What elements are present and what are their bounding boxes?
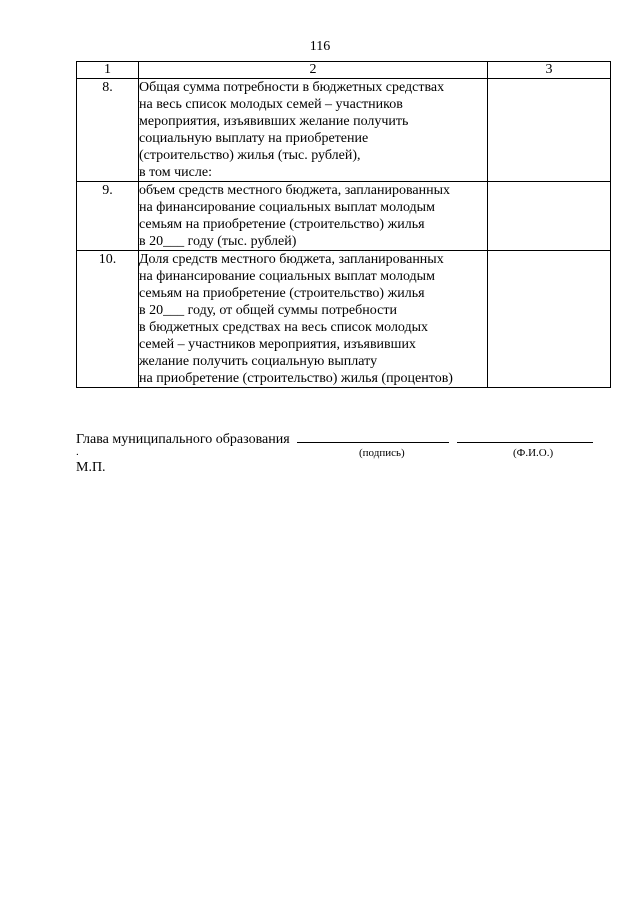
description-line: социальную выплату на приобретение	[139, 131, 369, 146]
row-description	[139, 182, 488, 251]
description-line: на финансирование социальных выплат молодым	[139, 200, 435, 215]
column-header-1: 1	[77, 62, 139, 79]
row-value	[488, 251, 611, 388]
description-line: желание получить социальную выплату	[139, 354, 378, 369]
row-value	[488, 79, 611, 182]
table-header-row	[77, 62, 611, 79]
column-header-3: 3	[488, 62, 611, 79]
description-line: семьям на приобретение (строительство) жилья	[139, 286, 425, 301]
table-row	[77, 251, 611, 388]
description-line: семьям на приобретение (строительство) жилья	[139, 217, 425, 232]
column-header-2: 2	[139, 62, 488, 79]
description-line: в том числе:	[139, 165, 212, 180]
description-line: в 20___ году (тыс. рублей)	[139, 234, 297, 249]
row-number: 9.	[77, 182, 139, 251]
description-line: объем средств местного бюджета, запланированных	[139, 183, 451, 198]
description-line: на финансирование социальных выплат молодым	[139, 269, 435, 284]
description-line: на весь список молодых семей – участников	[139, 97, 403, 112]
description-line: мероприятия, изъявивших желание получить	[139, 114, 409, 129]
signature-hint: (подпись)	[359, 447, 405, 459]
row-number: 8.	[77, 79, 139, 182]
stamp-label: М.П.	[76, 460, 106, 475]
description-line: (строительство) жилья (тыс. рублей),	[139, 148, 361, 163]
row-description	[139, 251, 488, 388]
description-line: в бюджетных средствах на весь список молодых	[139, 320, 429, 335]
row-description	[139, 79, 488, 182]
row-number: 10.	[77, 251, 139, 388]
description-line: в 20___ году, от общей суммы потребности	[139, 303, 397, 318]
name-hint: (Ф.И.О.)	[513, 447, 554, 459]
table-row	[77, 182, 611, 251]
page-number: 116	[309, 39, 331, 54]
signature-dot: .	[76, 446, 79, 458]
name-line	[457, 430, 593, 443]
signature-line	[297, 430, 449, 443]
table-row	[77, 79, 611, 182]
row-value	[488, 182, 611, 251]
budget-table	[76, 61, 611, 388]
description-line: на приобретение (строительство) жилья (процентов)	[139, 371, 453, 386]
description-line: Общая сумма потребности в бюджетных средствах	[139, 80, 445, 95]
description-line: семей – участников мероприятия, изъявивших	[139, 337, 416, 352]
description-line: Доля средств местного бюджета, запланированных	[139, 252, 444, 267]
signature-block	[76, 430, 593, 448]
signature-label: Глава муниципального образования	[76, 432, 290, 447]
